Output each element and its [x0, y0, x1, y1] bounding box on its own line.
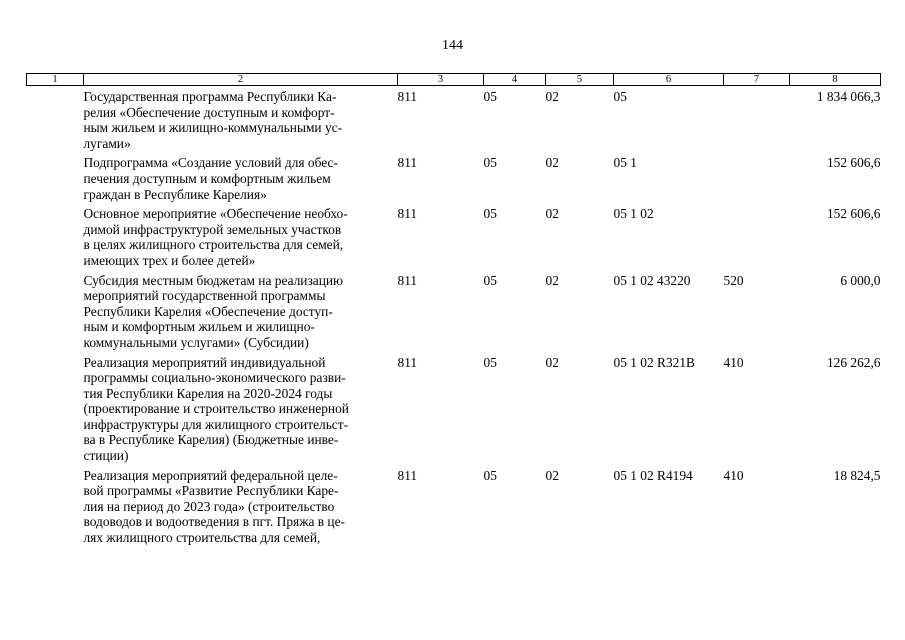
item-name-cell: [84, 272, 398, 354]
ministry-code-cell: 811: [397, 89, 418, 104]
item-name-line: лия на период до 2023 года» (строительство: [83, 498, 335, 514]
ministry-code-cell: 811: [397, 354, 418, 370]
expense-type-cell: 410: [723, 467, 744, 483]
amount-cell: 1 834 066,3: [816, 89, 881, 104]
target-article-cell: 05 1 02 R321В: [613, 354, 695, 370]
item-name-line: Основное мероприятие «Обеспечение необхо-: [83, 206, 348, 222]
subsection-cell: 02: [545, 155, 559, 171]
subsection-cell: 02: [545, 206, 559, 222]
column-header-7: 7: [724, 74, 790, 86]
item-name-line: димой инфраструктурой земельных участков: [83, 221, 342, 237]
item-name-line: (проектирование и строительство инженерной: [83, 401, 349, 417]
row-number-cell: [27, 86, 84, 155]
amount-cell: 152 606,6: [826, 206, 881, 222]
item-name-line: ным и комфортным жильем и жилищно-: [83, 319, 315, 335]
row-number-cell: [27, 354, 84, 467]
table-row: [27, 467, 881, 549]
amount-cell: 152 606,6: [826, 155, 881, 171]
section-cell: 05: [483, 206, 497, 222]
section-cell: 05: [483, 467, 497, 483]
item-name-line: стиции): [83, 448, 129, 464]
row-number-cell: [27, 467, 84, 549]
target-article-cell: 05 1 02 R4194: [613, 467, 693, 483]
amount-cell: 18 824,5: [833, 467, 881, 483]
ministry-code-cell: 811: [397, 272, 418, 288]
item-name-line: мероприятий государственной программы: [83, 288, 326, 304]
column-header-1: 1: [27, 74, 84, 86]
item-name-cell: [84, 86, 398, 155]
item-name-line: коммунальными услугами» (Субсидии): [83, 334, 309, 350]
target-article-cell: 05 1 02 43220: [613, 272, 691, 288]
expense-type-cell: [724, 205, 790, 271]
table-row: [27, 205, 881, 271]
expense-type-cell: [724, 86, 790, 155]
item-name-cell: [84, 467, 398, 549]
target-article-cell: 05 1: [613, 155, 637, 171]
section-cell: 05: [483, 354, 497, 370]
row-number-cell: [27, 272, 84, 354]
item-name-line: Государственная программа Республики Ка-: [83, 89, 337, 104]
subsection-cell: 02: [545, 467, 559, 483]
expense-type-cell: [724, 154, 790, 205]
table-row: [27, 272, 881, 354]
budget-table: [26, 73, 881, 549]
item-name-line: тия Республики Карелия на 2020-2024 годы: [83, 385, 333, 401]
section-cell: 05: [483, 155, 497, 171]
table-row: [27, 86, 881, 155]
item-name-line: Реализация мероприятий индивидуальной: [83, 354, 326, 370]
item-name-line: Подпрограмма «Создание условий для обес-: [83, 155, 338, 171]
item-name-cell: [84, 354, 398, 467]
item-name-cell: [84, 154, 398, 205]
item-name-line: программы социально-экономического разви-: [83, 370, 346, 386]
subsection-cell: 02: [545, 354, 559, 370]
ministry-code-cell: 811: [397, 155, 418, 171]
expense-type-cell: 520: [723, 272, 744, 288]
page-number: 144: [442, 38, 463, 53]
item-name-line: граждан в Республике Карелия»: [83, 186, 267, 202]
table-row: [27, 354, 881, 467]
column-header-8: 8: [790, 74, 881, 86]
item-name-line: водоводов и водоотведения в пгт. Пряжа в це-: [83, 514, 345, 530]
expense-type-cell: 410: [723, 354, 744, 370]
column-header-3: 3: [398, 74, 484, 86]
section-cell: 05: [483, 89, 497, 104]
item-name-line: ва в Республике Карелия) (Бюджетные инве-: [83, 432, 339, 448]
ministry-code-cell: 811: [397, 206, 418, 222]
ministry-code-cell: 811: [397, 467, 418, 483]
header-row: [27, 74, 881, 86]
item-name-line: инфраструктуры для жилищного строительст-: [83, 416, 349, 432]
item-name-line: в целях жилищного строительства для семей,: [83, 237, 344, 253]
target-article-cell: 05: [613, 89, 627, 104]
section-cell: 05: [483, 272, 497, 288]
item-name-line: Субсидия местным бюджетам на реализацию: [83, 272, 344, 288]
item-name-line: вой программы «Развитие Республики Каре-: [83, 483, 339, 499]
column-header-6: 6: [614, 74, 724, 86]
column-header-2: 2: [84, 74, 398, 86]
item-name-line: лях жилищного строительства для семей,: [83, 530, 321, 546]
item-name-cell: [84, 205, 398, 271]
item-name-line: имеющих трех и более детей»: [83, 252, 256, 268]
subsection-cell: 02: [545, 272, 559, 288]
item-name-line: ным жильем и жилищно-коммунальными ус-: [83, 120, 343, 136]
item-name-line: печения доступным и комфортным жильем: [83, 170, 331, 186]
amount-cell: 126 262,6: [826, 354, 881, 370]
table-row: [27, 154, 881, 205]
item-name-line: Реализация мероприятий федеральной целе-: [83, 467, 338, 483]
amount-cell: 6 000,0: [840, 272, 881, 288]
item-name-line: Республики Карелия «Обеспечение доступ-: [83, 303, 333, 319]
column-header-4: 4: [484, 74, 546, 86]
item-name-line: релия «Обеспечение доступным и комфорт-: [83, 104, 335, 120]
row-number-cell: [27, 205, 84, 271]
item-name-line: лугами»: [83, 135, 131, 151]
table-body: [27, 86, 881, 549]
row-number-cell: [27, 154, 84, 205]
column-header-5: 5: [546, 74, 614, 86]
target-article-cell: 05 1 02: [613, 206, 654, 222]
subsection-cell: 02: [545, 89, 559, 104]
